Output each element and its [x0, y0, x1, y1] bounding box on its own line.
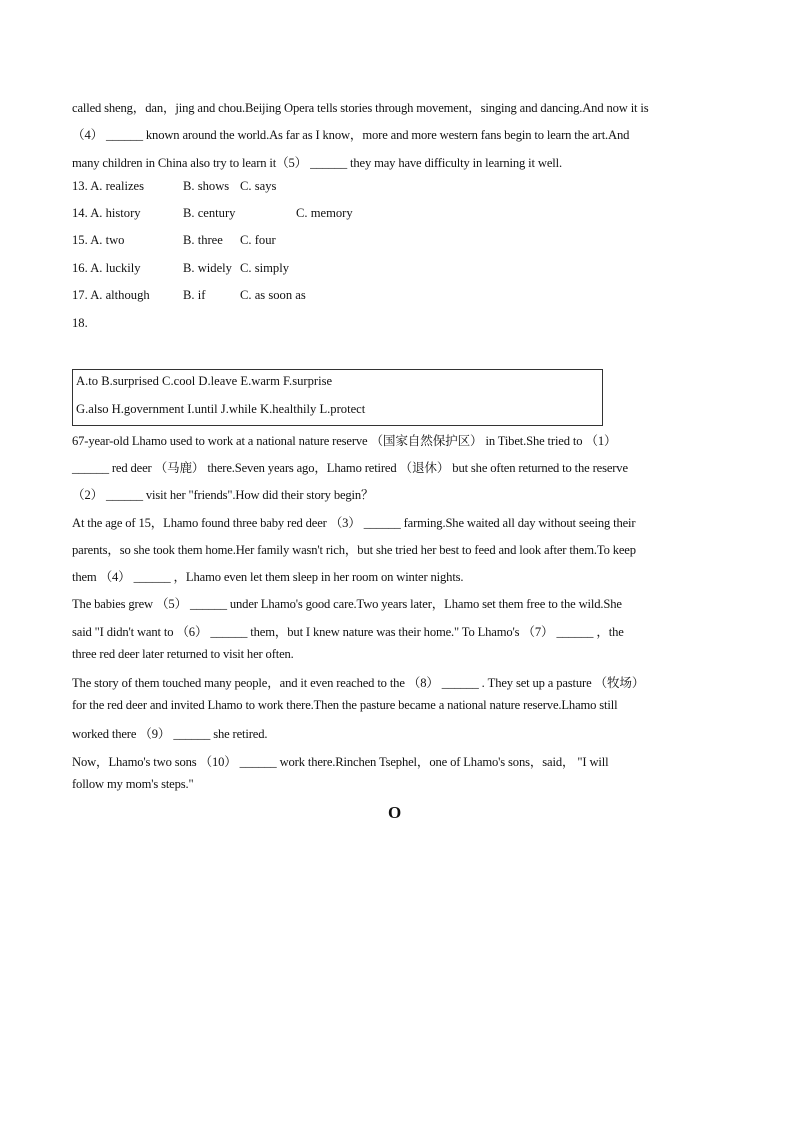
question-13-option-b[interactable]: B. shows: [183, 179, 230, 193]
question-14-option-b[interactable]: B. century: [183, 206, 236, 220]
passage2-line-10: The story of them touched many people，and it even reached to the （8） ______ . They set up a pasture （牧场）: [72, 676, 645, 690]
passage2-line-13: Now，Lhamo's two sons （10） ______ work there.Rinchen Tsephel，one of Lhamo's sons，said， "I will: [72, 755, 609, 769]
passage2-line-14: follow my mom's steps.": [72, 777, 194, 791]
passage2-line-4: At the age of 15，Lhamo found three baby red deer （3） ______ farming.She waited all day without seeing their: [72, 516, 636, 530]
passage2-line-11: for the red deer and invited Lhamo to work there.Then the pasture became a national nature reserve.Lhamo still: [72, 698, 618, 712]
passage2-line-1: 67-year-old Lhamo used to work at a national nature reserve （国家自然保护区） in Tibet.She tried to （1）: [72, 434, 617, 448]
passage2-line-2: ______ red deer （马鹿） there.Seven years ago，Lhamo retired （退休） but she often returned to the reserve: [72, 461, 628, 475]
question-17-option-b[interactable]: B. if: [183, 288, 206, 302]
passage2-line-7: The babies grew （5） ______ under Lhamo's good care.Two years later，Lhamo set them free to the wild.She: [72, 597, 622, 611]
question-16-option-c[interactable]: C. simply: [240, 261, 289, 275]
passage1-line-3: many children in China also try to learn it（5） ______ they may have difficulty in learning it well.: [72, 156, 562, 170]
passage2-line-5: parents，so she took them home.Her family wasn't rich，but she tried her best to feed and look after them.To keep: [72, 543, 636, 557]
word-bank-box: [72, 369, 603, 426]
passage2-line-12: worked there （9） ______ she retired.: [72, 727, 268, 741]
question-17-option-a[interactable]: 17. A. although: [72, 288, 150, 302]
passage2-line-9: three red deer later returned to visit her often.: [72, 647, 294, 661]
passage1-line-1: called sheng，dan，jing and chou.Beijing Opera tells stories through movement，singing and dancing.And now it is: [72, 101, 649, 115]
question-17-option-c[interactable]: C. as soon as: [240, 288, 306, 302]
word-bank-row-2: G.also H.government I.until J.while K.healthily L.protect: [76, 402, 366, 416]
passage2-line-8: said "I didn't want to （6） ______ them，but I knew nature was their home." To Lhamo's （7） ______ ，the: [72, 625, 624, 639]
question-16-option-a[interactable]: 16. A. luckily: [72, 261, 141, 275]
question-15-option-c[interactable]: C. four: [240, 233, 276, 247]
question-14-option-c[interactable]: C. memory: [296, 206, 353, 220]
word-bank-row-1: A.to B.surprised C.cool D.leave E.warm F.surprise: [76, 374, 333, 388]
passage1-line-2: （4） ______ known around the world.As far as I know，more and more western fans begin to learn the art.And: [72, 128, 630, 142]
section-number: 18.: [72, 316, 88, 330]
question-16-option-b[interactable]: B. widely: [183, 261, 232, 275]
question-13-option-c[interactable]: C. says: [240, 179, 277, 193]
question-15-option-b[interactable]: B. three: [183, 233, 223, 247]
passage2-line-6: them （4） ______ ，Lhamo even let them sleep in her room on winter nights.: [72, 570, 464, 584]
question-13-option-a[interactable]: 13. A. realizes: [72, 179, 145, 193]
footer-mark: O: [388, 803, 402, 822]
question-15-option-a[interactable]: 15. A. two: [72, 233, 125, 247]
question-14-option-a[interactable]: 14. A. history: [72, 206, 141, 220]
passage2-line-3: （2） ______ visit her "friends".How did their story begin？: [72, 488, 374, 502]
